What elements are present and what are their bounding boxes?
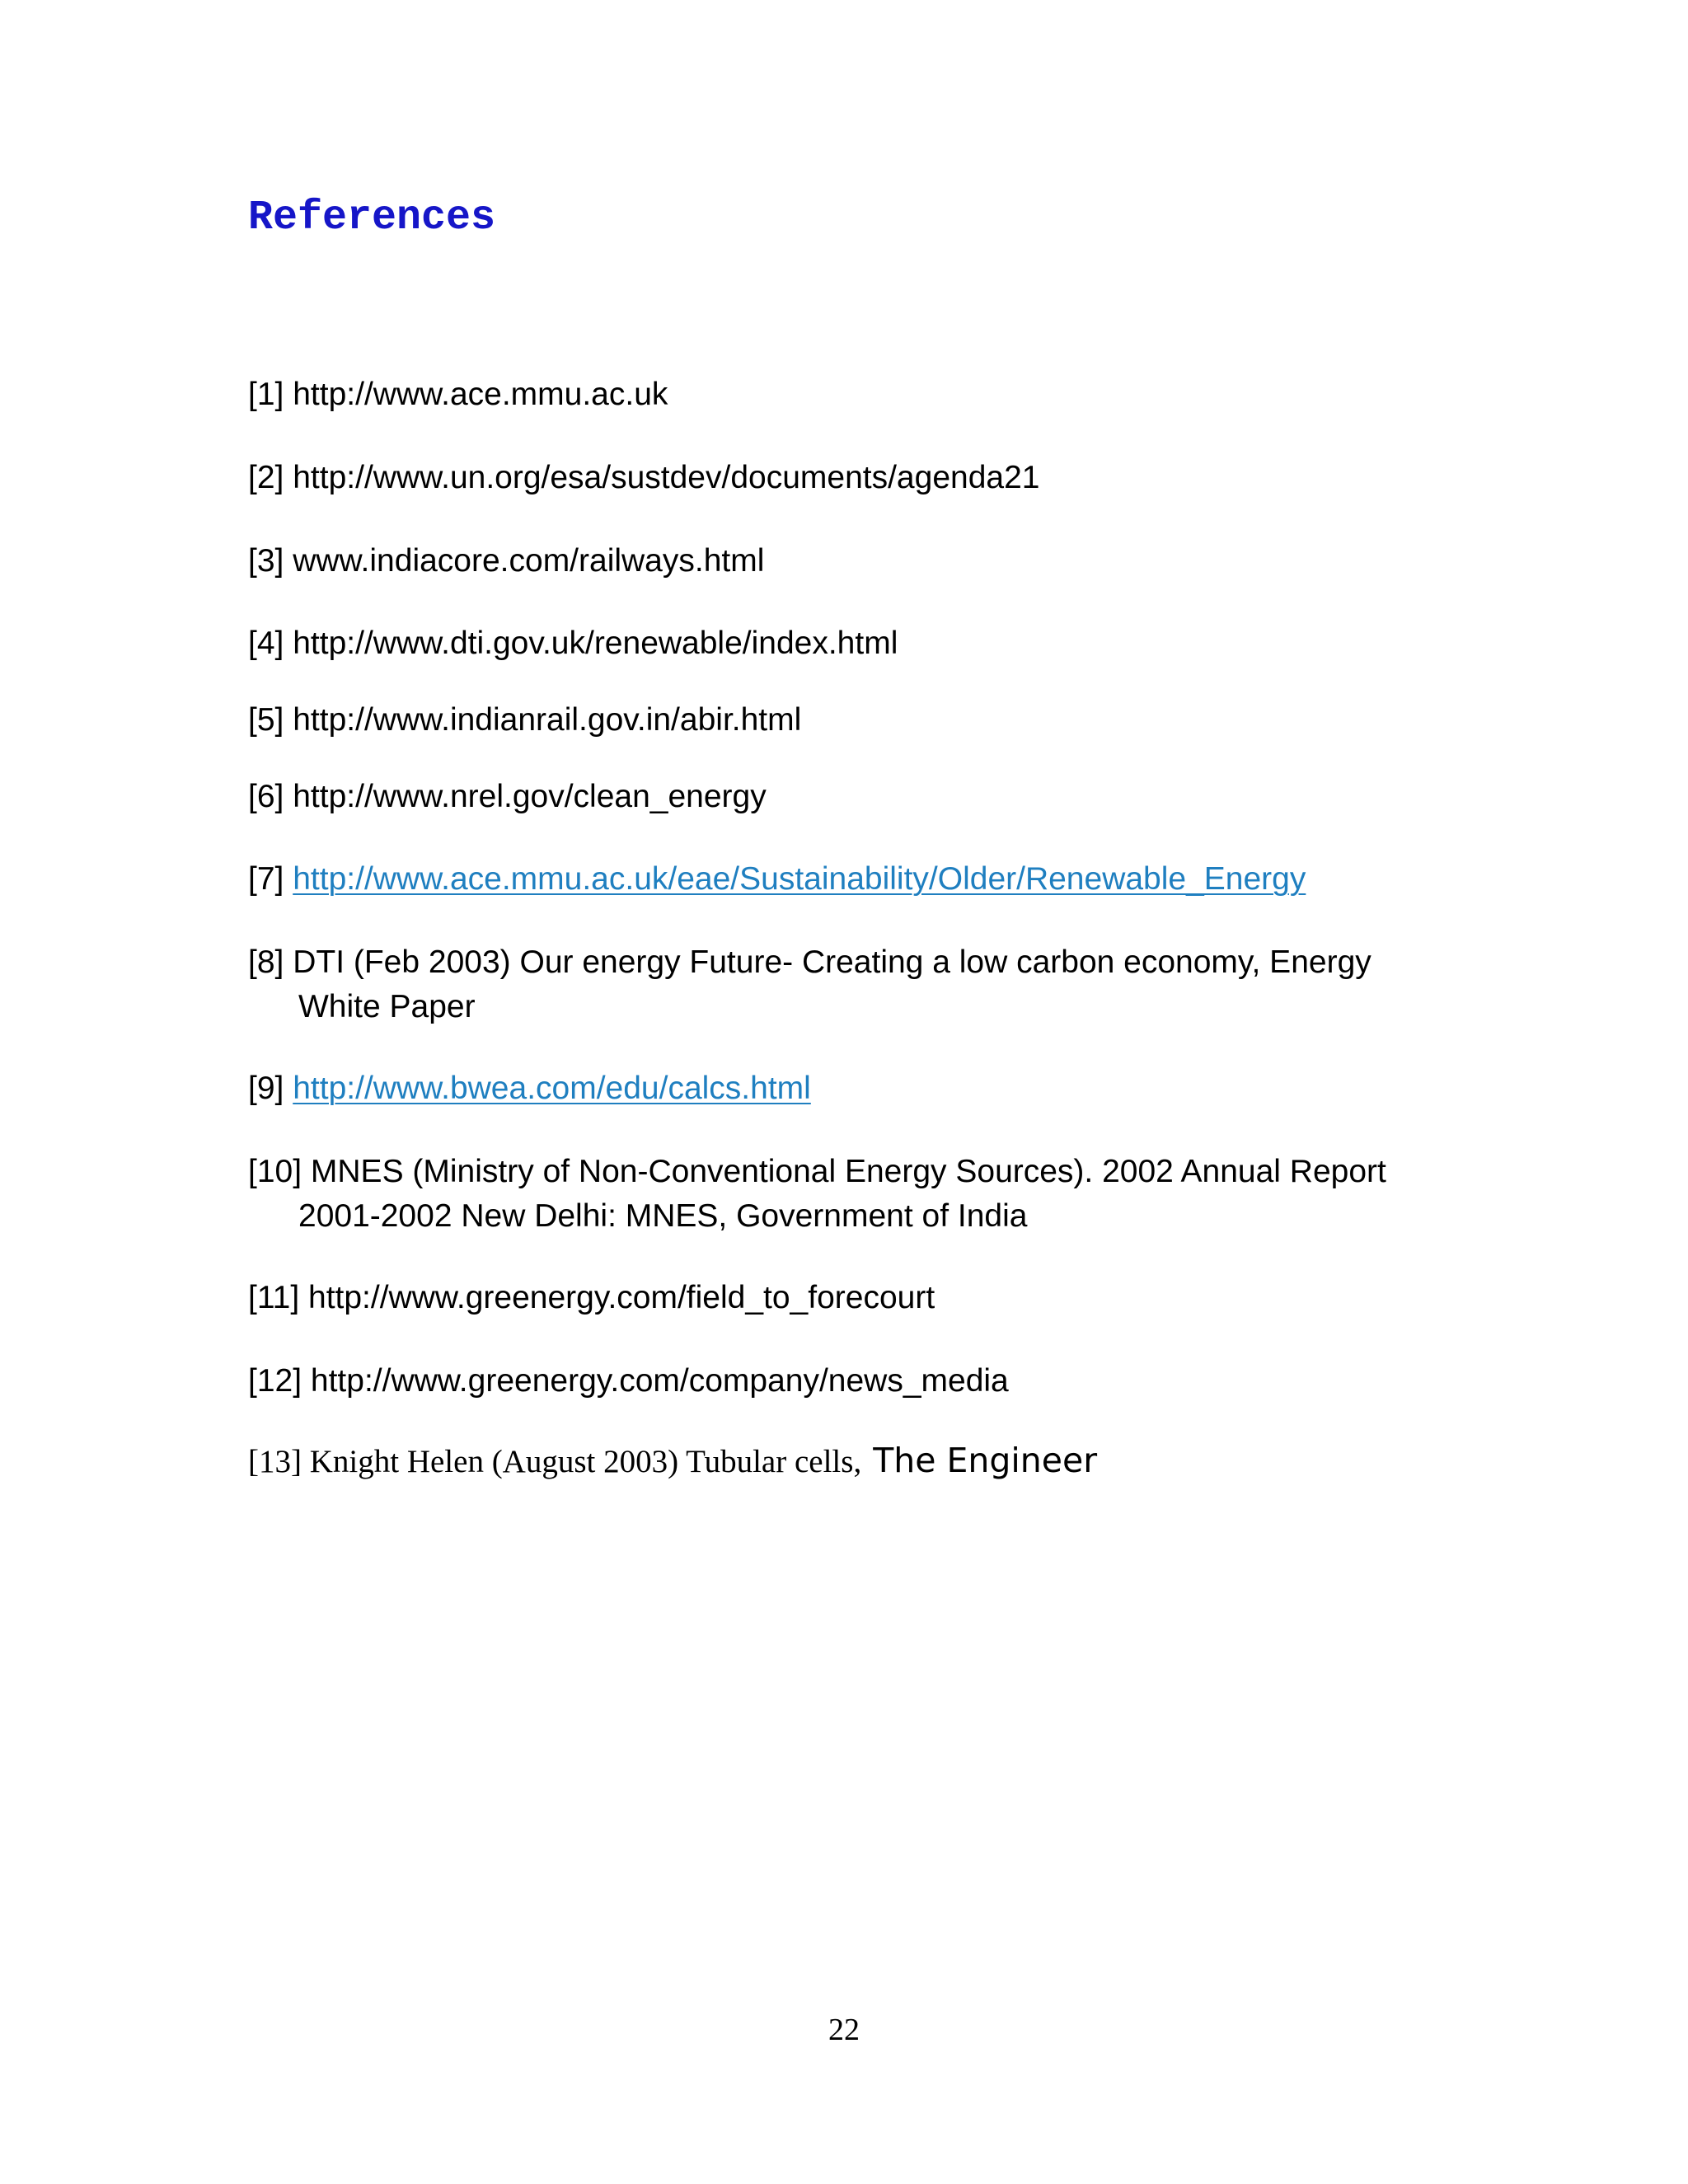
reference-url: http://www.ace.mmu.ac.uk [293,377,668,412]
reference-number: [3] [248,543,284,579]
reference-number: [11] [248,1280,300,1315]
reference-number: [13] [248,1444,302,1479]
reference-url: http://www.dti.gov.uk/renewable/index.html [293,626,898,661]
reference-number: [7] [248,861,284,897]
reference-3 [248,539,764,583]
reference-number: [4] [248,626,284,661]
reference-9 [248,1066,811,1111]
reference-url: www.indiacore.com/railways.html [293,543,765,579]
reference-4 [248,621,898,666]
reference-6 [248,775,767,819]
reference-12 [248,1359,1009,1404]
reference-number: [12] [248,1363,302,1399]
reference-number: [10] [248,1154,302,1189]
reference-text-line2: 2001-2002 New Delhi: MNES, Government of India [298,1198,1028,1234]
references-heading: References [248,194,496,241]
reference-number: [2] [248,460,284,495]
reference-link[interactable]: http://www.ace.mmu.ac.uk/eae/Sustainability/Older/Renewable_Energy [293,861,1306,897]
reference-11 [248,1276,935,1320]
reference-13 [248,1438,1097,1484]
reference-1 [248,373,668,417]
reference-8 [248,940,1372,1029]
reference-link[interactable]: http://www.bwea.com/edu/calcs.html [293,1071,811,1106]
reference-7 [248,857,1306,902]
reference-url: http://www.nrel.gov/clean_energy [293,779,767,814]
reference-number: [5] [248,702,284,738]
page-number: 22 [828,2013,860,2047]
reference-2 [248,456,1039,500]
reference-url: http://www.greenergy.com/company/news_media [310,1363,1009,1399]
reference-10 [248,1150,1386,1239]
reference-url: http://www.indianrail.gov.in/abir.html [293,702,802,738]
reference-text-line2: White Paper [298,989,476,1024]
reference-number: [9] [248,1071,284,1106]
reference-url: http://www.un.org/esa/sustdev/documents/agenda21 [293,460,1040,495]
reference-url: http://www.greenergy.com/field_to_forecourt [308,1280,935,1315]
reference-number: [1] [248,377,284,412]
reference-5 [248,698,801,743]
reference-number: [6] [248,779,284,814]
reference-text: Knight Helen (August 2003) Tubular cells, [309,1444,862,1479]
reference-text-line1: MNES (Ministry of Non-Conventional Energy Sources). 2002 Annual Report [310,1154,1386,1189]
journal-title: The Engineer [873,1441,1098,1480]
reference-text-line1: DTI (Feb 2003) Our energy Future- Creating a low carbon economy, Energy [293,944,1372,980]
reference-number: [8] [248,944,284,980]
